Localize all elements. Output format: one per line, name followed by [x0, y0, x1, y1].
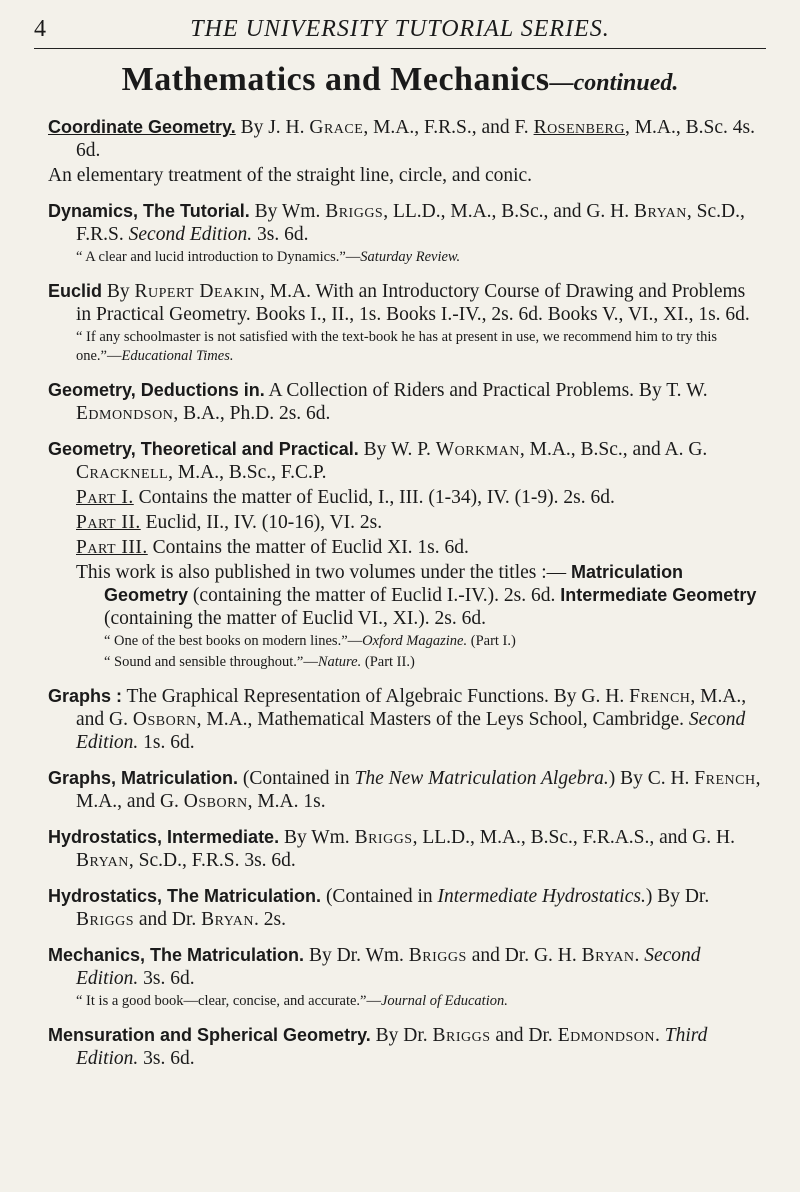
- author: French: [629, 686, 691, 707]
- page-header: [34, 16, 766, 49]
- review-quote: “ A clear and lucid introduction to Dynamics.”—Saturday Review.: [76, 249, 461, 265]
- entry-title: Mensuration and Spherical Geometry.: [48, 1025, 371, 1045]
- entry-title: Dynamics, The Tutorial.: [48, 201, 250, 221]
- volume-note: This work is also published in two volumes under the titles :— Matriculation Geometry (containing the matter of Euclid I.-IV.). 2s. 6d. Intermediate Geometry (containing the matter of Euclid VI., XI.). 2s. 6d.: [76, 562, 757, 629]
- author: Osborn: [132, 709, 197, 730]
- author: Bryan: [634, 201, 687, 222]
- section-title: [0, 60, 800, 103]
- edition: Second Edition.: [76, 709, 746, 753]
- entry-title: Graphs :: [48, 686, 123, 706]
- entry-title: Hydrostatics, Intermediate.: [48, 827, 280, 847]
- review-quote: “ If any schoolmaster is not satisfied with the text-book he has at present in use, we recommend him to try this one.”—Educational Times.: [76, 329, 718, 364]
- part-three: Part III. Contains the matter of Euclid XI. 1s. 6d.: [76, 537, 469, 558]
- entry-geometry-deductions: Geometry, Deductions in. A Collection of Riders and Practical Problems. By T. W. Edmondson, B.A., Ph.D. 2s. 6d.: [48, 380, 708, 424]
- price: 3s. 6d.: [252, 224, 309, 245]
- review-quote: “ One of the best books on modern lines.”—Oxford Magazine. (Part I.): [104, 633, 516, 649]
- edition: Third Edition.: [76, 1025, 708, 1069]
- author: Edmondson: [76, 403, 174, 424]
- entry-title: Geometry, Deductions in.: [48, 380, 265, 400]
- part-two: Part II. Euclid, II., IV. (10-16), VI. 2s.: [76, 512, 383, 533]
- running-head: THE UNIVERSITY TUTORIAL SERIES.: [190, 16, 610, 42]
- entry-graphs: Graphs : The Graphical Representation of Algebraic Functions. By G. H. French, M.A., and G. Osborn, M.A., Mathematical Masters of the Leys School, Cambridge. Second Edition. 1s. 6d.: [48, 686, 747, 753]
- author: Cracknell: [76, 462, 169, 483]
- author: Briggs: [354, 827, 413, 848]
- entry-mechanics: Mechanics, The Matriculation. By Dr. Wm. Briggs and Dr. G. H. Bryan. Second Edition. 3s. 6d. “ It is a good book—clear, concise, and accurate.”—Journal of Education.: [48, 944, 764, 1011]
- author: Osborn: [183, 791, 248, 812]
- author: Briggs: [76, 909, 135, 930]
- author: Briggs: [408, 945, 467, 966]
- entry-title: Coordinate Geometry.: [48, 117, 236, 137]
- author: Workman: [435, 439, 520, 460]
- entry-mensuration: Mensuration and Spherical Geometry. By Dr. Briggs and Dr. Edmondson. Third Edition. 3s. 6d.: [48, 1025, 708, 1069]
- entry-title: Euclid: [48, 281, 103, 301]
- author: Rupert Deakin: [134, 281, 261, 302]
- price: 3s. 6d.: [138, 1048, 195, 1069]
- section-continued: —continued.: [549, 70, 679, 96]
- part-one: Part I. Contains the matter of Euclid, I., III. (1-34), IV. (1-9). 2s. 6d.: [76, 487, 615, 508]
- page-number: 4: [34, 16, 46, 42]
- entry-description: An elementary treatment of the straight line, circle, and conic.: [48, 165, 533, 186]
- author: Rosenberg: [533, 117, 625, 138]
- edition: Second Edition.: [76, 945, 701, 989]
- entry-hydrostatics-intermediate: Hydrostatics, Intermediate. By Wm. Briggs, LL.D., M.A., B.Sc., F.R.A.S., and G. H. Bryan, Sc.D., F.R.S. 3s. 6d.: [48, 827, 735, 871]
- edition: Second Edition.: [128, 224, 253, 245]
- entry-geometry-theoretical: Geometry, Theoretical and Practical. By W. P. Workman, M.A., B.Sc., and A. G. Cracknell, M.A., B.Sc., F.C.P. Part I. Contains the matter of Euclid, I., III. (1-34), IV. (1-9). 2s. 6d. Part II. Euclid, II., IV. (10-16), VI. 2s. Part III. Contains the matter of Euclid XI. 1s. 6d. This work is also published in two volumes under the titles :— Matriculation Geometry (containing the matter of Euclid I.-IV.). 2s. 6d. Intermediate Geometry (containing the matter of Euclid VI., XI.). 2s. 6d. “ One of the best books on modern lines.”—Oxford Magazine. (Part I.) “ Sound and sensible throughout.”—Nature. (Part II.): [48, 438, 764, 672]
- section-heading: Mathematics and Mechanics: [121, 61, 550, 98]
- author: Bryan: [581, 945, 635, 966]
- entry-title: Hydrostatics, The Matriculation.: [48, 886, 322, 906]
- entry-coordinate-geometry: Coordinate Geometry. By J. H. Grace, M.A., F.R.S., and F. Rosenberg, M.A., B.Sc. 4s. 6d. An elementary treatment of the straight line, circle, and conic.: [48, 116, 764, 187]
- entry-dynamics: Dynamics, The Tutorial. By Wm. Briggs, LL.D., M.A., B.Sc., and G. H. Bryan, Sc.D., F.R.S. Second Edition. 3s. 6d. “ A clear and lucid introduction to Dynamics.”—Saturday Review.: [48, 200, 764, 267]
- book-title: Intermediate Hydrostatics.: [437, 886, 646, 907]
- author: French: [694, 768, 756, 789]
- review-quote: “ Sound and sensible throughout.”—Nature. (Part II.): [104, 654, 415, 670]
- entry-graphs-matriculation: Graphs, Matriculation. (Contained in The New Matriculation Algebra.) By C. H. French, M.A., and G. Osborn, M.A. 1s.: [48, 768, 761, 812]
- author: Briggs: [325, 201, 384, 222]
- book-title: The New Matriculation Algebra.: [354, 768, 609, 789]
- entry-hydrostatics-matriculation: Hydrostatics, The Matriculation. (Contained in Intermediate Hydrostatics.) By Dr. Briggs and Dr. Bryan. 2s.: [48, 886, 710, 930]
- price: 1s. 6d.: [138, 732, 195, 753]
- author: Grace: [309, 117, 364, 138]
- review-quote: “ It is a good book—clear, concise, and accurate.”—Journal of Education.: [76, 993, 508, 1009]
- author: Edmondson: [557, 1025, 655, 1046]
- catalogue-listing: [48, 116, 764, 1083]
- price: 3s. 6d.: [138, 968, 195, 989]
- entry-euclid: Euclid By Rupert Deakin, M.A. With an Introductory Course of Drawing and Problems in Practical Geometry. Books I., II., 1s. Books I.-IV., 2s. 6d. Books V., VI., XI., 1s. 6d. “ If any schoolmaster is not satisfied with the text-book he has at present in use, we recommend him to try this one.”—Educational Times.: [48, 280, 764, 366]
- author: Briggs: [432, 1025, 491, 1046]
- entry-title: Mechanics, The Matriculation.: [48, 945, 305, 965]
- author: Bryan: [201, 909, 255, 930]
- author: Bryan: [76, 850, 129, 871]
- entry-title: Geometry, Theoretical and Practical.: [48, 439, 359, 459]
- entry-title: Graphs, Matriculation.: [48, 768, 239, 788]
